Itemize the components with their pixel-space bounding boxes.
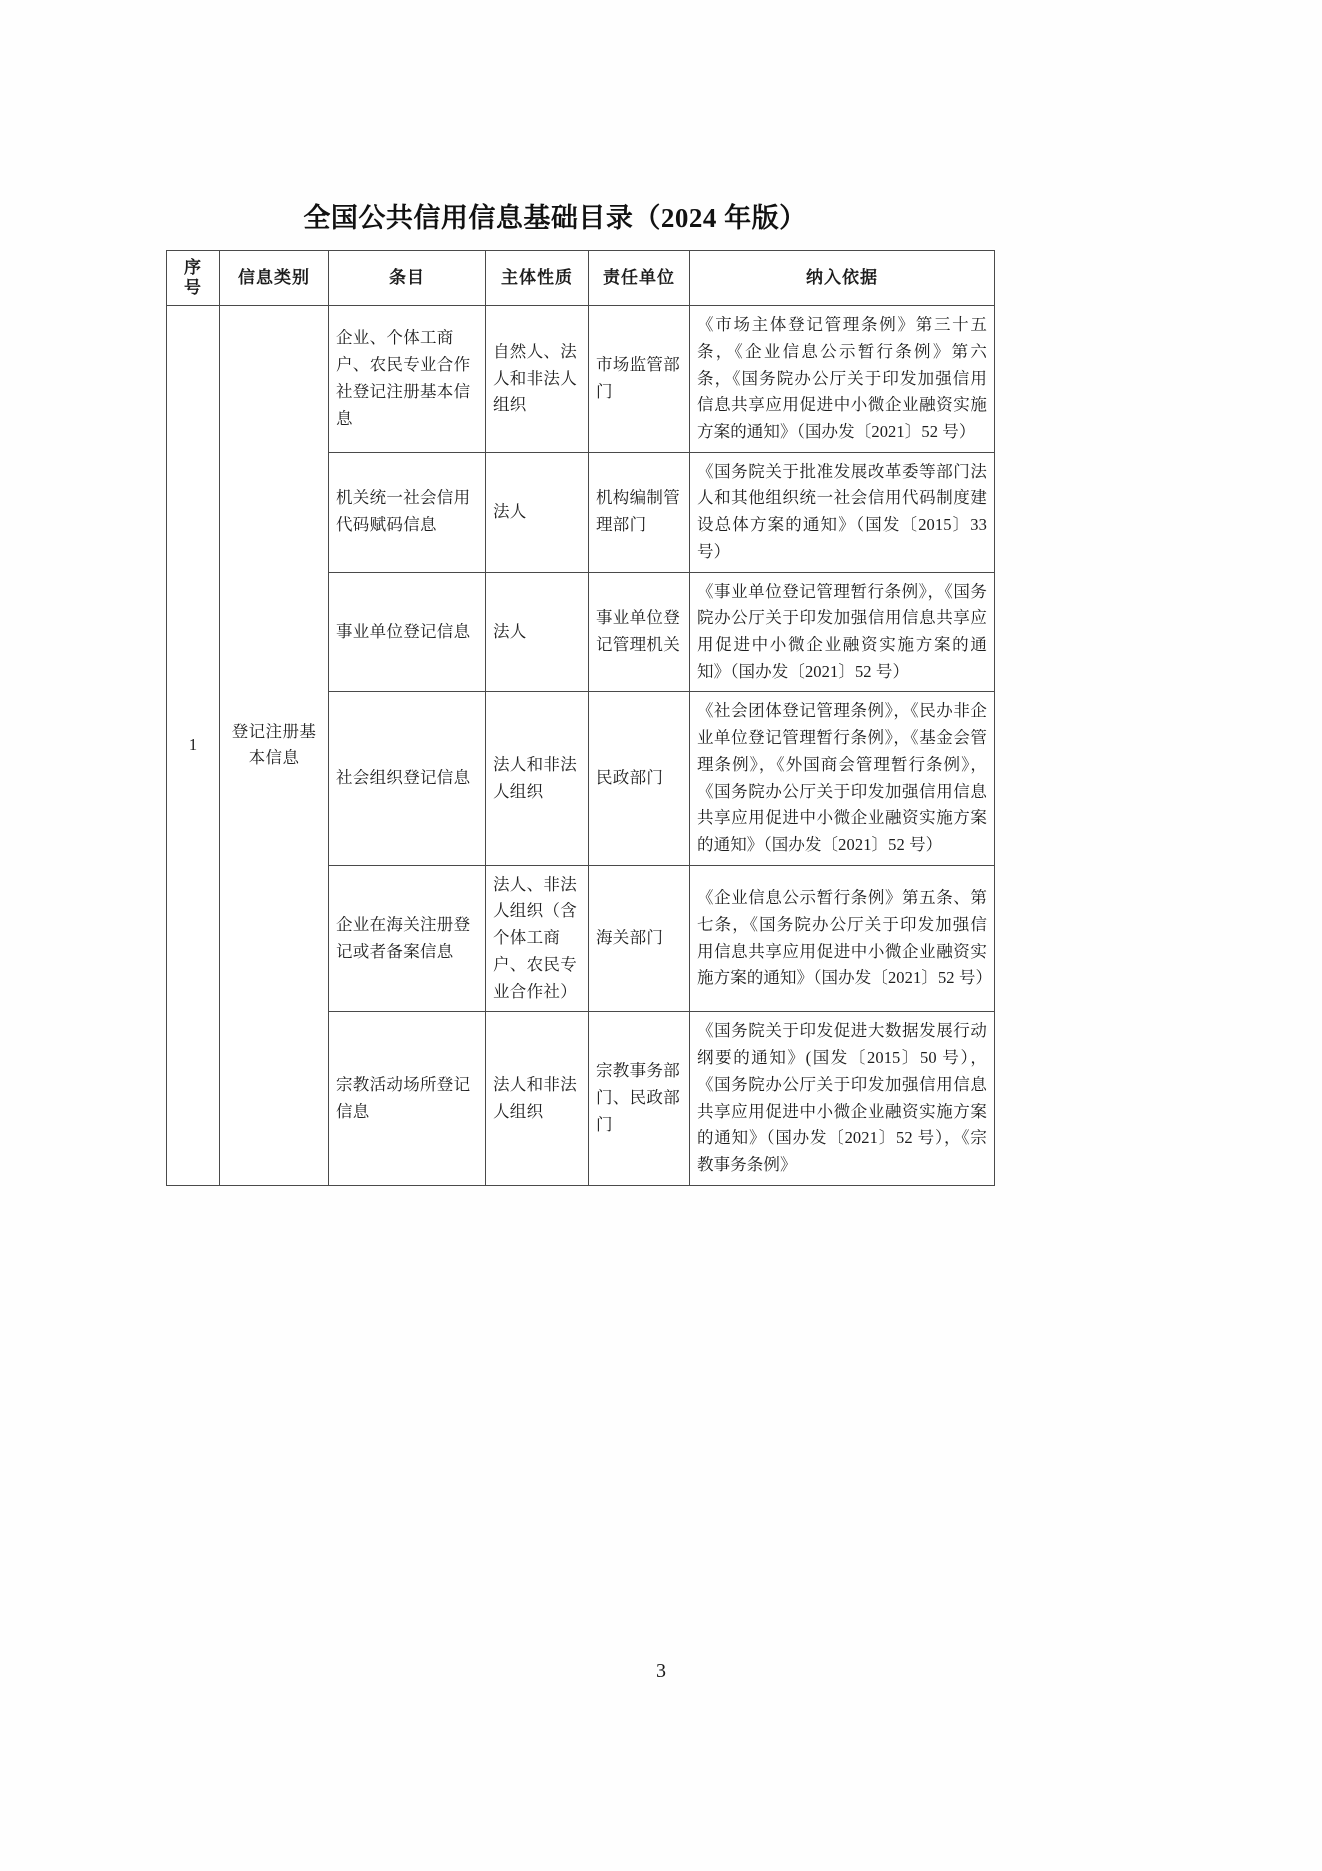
page-title: 全国公共信用信息基础目录（2024 年版） <box>303 203 807 233</box>
cell-responsible-unit: 事业单位登记管理机关 <box>589 572 690 692</box>
column-header-category: 信息类别 <box>220 251 329 306</box>
cell-subject-nature: 法人和非法人组织 <box>486 692 589 865</box>
cell-subject-nature: 自然人、法人和非法人组织 <box>486 306 589 453</box>
catalog-table-container <box>166 250 993 1186</box>
cell-item: 宗教活动场所登记信息 <box>329 1012 486 1185</box>
cell-basis: 《市场主体登记管理条例》第三十五条，《企业信息公示暂行条例》第六条，《国务院办公厅关于印发加强信用信息共享应用促进中小微企业融资实施方案的通知》（国办发〔2021〕52 号） <box>690 306 995 453</box>
column-header-seq-line2: 号 <box>184 278 202 298</box>
table-header <box>167 251 995 306</box>
cell-responsible-unit: 海关部门 <box>589 865 690 1012</box>
cell-item: 社会组织登记信息 <box>329 692 486 865</box>
cell-item: 事业单位登记信息 <box>329 572 486 692</box>
cell-item: 企业、个体工商户、农民专业合作社登记注册基本信息 <box>329 306 486 453</box>
table-body <box>167 306 995 1186</box>
column-header-seq <box>167 251 220 306</box>
cell-basis: 《国务院关于印发促进大数据发展行动纲要的通知》(国发〔2015〕50 号），《国务院办公厅关于印发加强信用信息共享应用促进中小微企业融资实施方案的通知》（国办发〔2021〕52 号），《宗教事务条例》 <box>690 1012 995 1185</box>
cell-basis: 《事业单位登记管理暂行条例》，《国务院办公厅关于印发加强信用信息共享应用促进中小微企业融资实施方案的通知》（国办发〔2021〕52 号） <box>690 572 995 692</box>
page-number: 3 <box>656 1660 666 1682</box>
cell-subject-nature: 法人 <box>486 452 589 572</box>
table-header-row <box>167 251 995 306</box>
cell-basis: 《国务院关于批准发展改革委等部门法人和其他组织统一社会信用代码制度建设总体方案的通知》（国发〔2015〕33 号） <box>690 452 995 572</box>
cell-responsible-unit: 宗教事务部门、民政部门 <box>589 1012 690 1185</box>
cell-responsible-unit: 机构编制管理部门 <box>589 452 690 572</box>
cell-responsible-unit: 市场监管部门 <box>589 306 690 453</box>
column-header-seq-line1: 序 <box>184 258 202 277</box>
column-header-responsible-unit: 责任单位 <box>589 251 690 306</box>
cell-subject-nature: 法人 <box>486 572 589 692</box>
cell-item: 企业在海关注册登记或者备案信息 <box>329 865 486 1012</box>
cell-group-seq: 1 <box>167 306 220 1186</box>
cell-subject-nature: 法人、非法人组织（含个体工商户、农民专业合作社） <box>486 865 589 1012</box>
column-header-basis: 纳入依据 <box>690 251 995 306</box>
cell-item: 机关统一社会信用代码赋码信息 <box>329 452 486 572</box>
cell-basis: 《社会团体登记管理条例》，《民办非企业单位登记管理暂行条例》，《基金会管理条例》，《外国商会管理暂行条例》，《国务院办公厅关于印发加强信用信息共享应用促进中小微企业融资实施方案的通知》（国办发〔2021〕52 号） <box>690 692 995 865</box>
table-row <box>167 306 995 453</box>
cell-basis: 《企业信息公示暂行条例》第五条、第七条，《国务院办公厅关于印发加强信用信息共享应用促进中小微企业融资实施方案的通知》（国办发〔2021〕52 号） <box>690 865 995 1012</box>
column-header-subject-nature: 主体性质 <box>486 251 589 306</box>
cell-responsible-unit: 民政部门 <box>589 692 690 865</box>
catalog-table <box>166 250 995 1186</box>
column-header-item: 条目 <box>329 251 486 306</box>
cell-group-category: 登记注册基本信息 <box>220 306 329 1186</box>
cell-subject-nature: 法人和非法人组织 <box>486 1012 589 1185</box>
